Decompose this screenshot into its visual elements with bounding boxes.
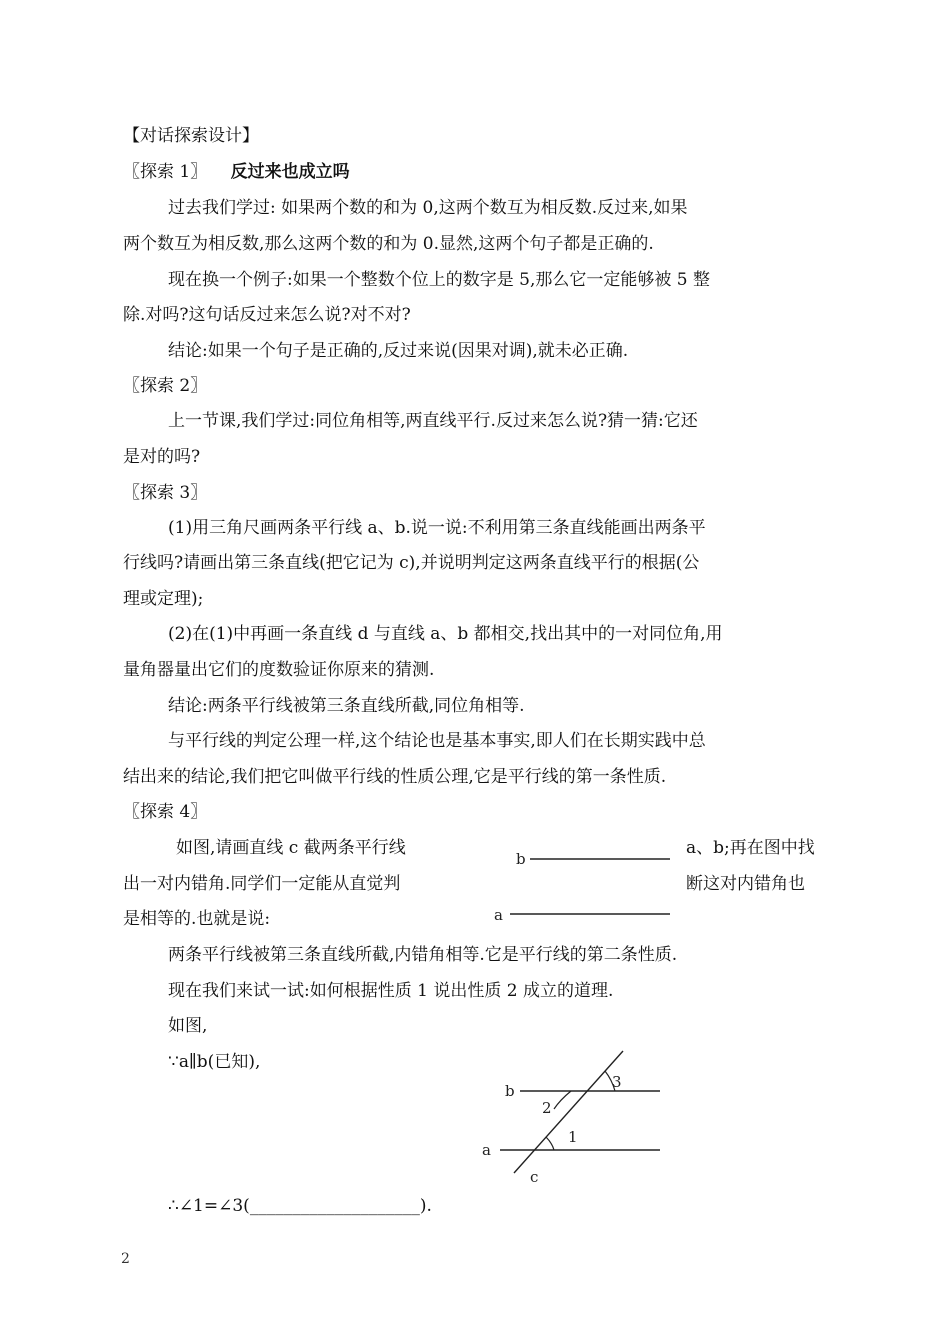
explore4-because: ∵a∥b(已知), [168,1052,261,1072]
explore3-p-line1: 与平行线的判定公理一样,这个结论也是基本事实,即人们在长期实践中总 [168,731,706,751]
explore4-row1-right: a、b;再在图中找 [686,838,815,858]
line-c [514,1051,623,1173]
explore3-q1-line3: 理或定理); [123,589,204,609]
figure2-label-b: b [505,1082,515,1100]
page-number: 2 [121,1251,130,1267]
explore3-q1-line2: 行线吗?请画出第三条直线(把它记为 c),并说明判定这两条直线平行的根据(公 [123,553,700,573]
explore1-title: 反过来也成立吗 [230,162,350,182]
angle-3-label: 3 [612,1073,622,1091]
explore4-label: 〖探索 4〗 [123,802,208,822]
explore3-conclusion: 结论:两条平行线被第三条直线所截,同位角相等. [168,696,525,716]
figure1-label-b: b [516,850,526,868]
explore4-therefore: ∴∠1=∠3(____________________). [168,1196,432,1216]
explore2-line1: 上一节课,我们学过:同位角相等,两直线平行.反过来怎么说?猜一猜:它还 [168,411,698,431]
explore4-row2-left: 出一对内错角.同学们一定能从直觉判 [123,874,401,894]
figure1-label-a: a [494,906,503,924]
explore4-as-shown: 如图, [168,1016,208,1036]
angle-2-arc [554,1091,571,1109]
explore3-label: 〖探索 3〗 [123,483,208,503]
angle-2-label: 2 [542,1099,552,1117]
angle-1-label: 1 [568,1128,578,1146]
explore4-row3-left: 是相等的.也就是说: [123,909,271,929]
explore2-label: 〖探索 2〗 [123,376,208,396]
transversal-figure [470,1040,670,1190]
figure2-label-a: a [482,1141,491,1159]
explore4-try: 现在我们来试一试:如何根据性质 1 说出性质 2 成立的道理. [168,981,614,1001]
figure2-label-c: c [530,1168,539,1186]
explore1-p2-line1: 现在换一个例子:如果一个整数个位上的数字是 5,那么它一定能够被 5 整 [168,270,710,290]
section-title: 【对话探索设计】 [123,126,259,146]
parallel-lines-figure [490,840,680,930]
explore4-property2: 两条平行线被第三条直线所截,内错角相等.它是平行线的第二条性质. [168,945,678,965]
explore1-conclusion: 结论:如果一个句子是正确的,反过来说(因果对调),就未必正确. [168,341,629,361]
explore1-p2-line2: 除.对吗?这句话反过来怎么说?对不对? [123,305,411,325]
explore1-p1-line1: 过去我们学过: 如果两个数的和为 0,这两个数互为相反数.反过来,如果 [168,198,688,218]
explore1-p1-line2: 两个数互为相反数,那么这两个数的和为 0.显然,这两个句子都是正确的. [123,234,654,254]
explore1-label: 〖探索 1〗 [123,162,208,182]
explore3-p-line2: 结出来的结论,我们把它叫做平行线的性质公理,它是平行线的第一条性质. [123,767,667,787]
explore3-q2-line1: (2)在(1)中再画一条直线 d 与直线 a、b 都相交,找出其中的一对同位角,用 [168,624,723,644]
angle-1-arc [546,1137,554,1150]
explore3-q1-line1: (1)用三角尺画两条平行线 a、b.说一说:不利用第三条直线能画出两条平 [168,518,706,538]
explore4-row1-left: 如图,请画直线 c 截两条平行线 [176,838,406,858]
explore3-q2-line2: 量角器量出它们的度数验证你原来的猜测. [123,660,435,680]
explore2-line2: 是对的吗? [123,447,201,467]
explore4-row2-right: 断这对内错角也 [686,874,805,894]
explore1-heading [123,160,350,184]
